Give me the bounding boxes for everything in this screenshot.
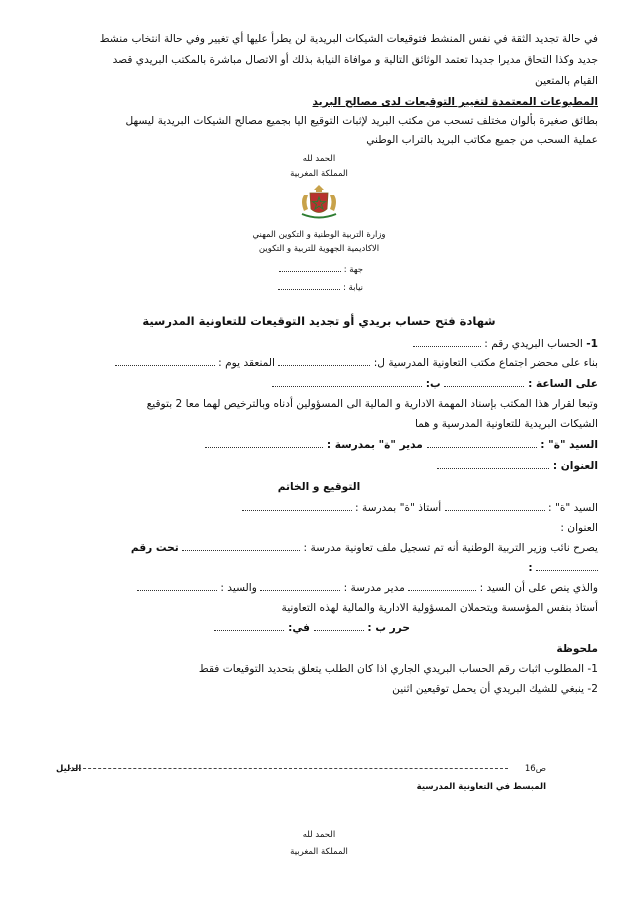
second-person-blank[interactable] <box>137 581 217 591</box>
royal-emblem-icon <box>294 183 344 221</box>
hamdala: الحمد لله <box>302 154 336 164</box>
region-label: جهة : <box>343 265 363 275</box>
page-number: ص16 <box>524 764 546 774</box>
note-number: 1- <box>587 663 598 675</box>
teacher-row <box>242 501 598 515</box>
delegation-field <box>278 280 363 295</box>
intro-line-1: في حالة تجديد الثقة في نفس المنشط فتوقيعات الشيكات البريدية لن يطرأ عليها أي تغيير وفي حالة انتخاب منشط <box>99 33 598 45</box>
cooperative-school-blank[interactable] <box>182 541 300 551</box>
para-line-1: بطائق صغيرة بألوان مختلف تسحب من مكتب البريد لإثبات التوقيع اليا بجميع مصالح الشيكات البريدية ليسهل <box>125 115 598 127</box>
done-at-row <box>214 621 410 635</box>
on-date-label: في: <box>288 622 310 634</box>
hour-label: على الساعة : <box>528 378 598 390</box>
address2-label: العنوان : <box>560 522 598 534</box>
address2-row <box>560 521 598 535</box>
academy-name: الاكاديمية الجهوية للتربية و التكوين <box>258 244 380 254</box>
minutes-label: بناء على محضر اجتماع مكتب التعاونية المدرسية ل: <box>373 357 598 369</box>
account-number-blank[interactable] <box>413 337 481 347</box>
registration-number-blank[interactable] <box>536 561 598 571</box>
stipulates-label: والذي ينص على أن السيد : <box>479 582 598 594</box>
cooperative-name-blank[interactable] <box>278 356 370 366</box>
decision-line-2: الشيكات البريدية للتعاونية المدرسية و هما <box>414 418 598 430</box>
location-blank[interactable] <box>272 377 422 387</box>
footer-divider <box>68 768 508 769</box>
region-field <box>279 262 363 277</box>
signature-stamp-title: التوقيع و الخاتم <box>277 481 361 493</box>
hour-row <box>272 377 598 391</box>
mr-label: السيد "ة" : <box>540 439 598 451</box>
place-blank[interactable] <box>314 621 364 631</box>
kingdom-name: المملكة المغربية <box>290 169 348 179</box>
intro-line-2: جديد وكذا التحاق مديرا جديدا تعتمد الوثائق التالية و موافاة النيابة بذلك أو الاتصال مباشرة بالمكتب البريدي قصد <box>112 54 598 66</box>
director-name-blank[interactable] <box>427 438 537 448</box>
director-school-label: مدير "ة" بمدرسة : <box>326 439 423 451</box>
decision-line-1: وتبعا لقرار هذا المكتب بإسناد المهمة الادارية و المالية الى المسؤولين أدناه وبالترخيص لهما معا 2 بتوقيع <box>146 398 598 410</box>
guide-label: الدليل <box>56 764 82 774</box>
teacher-responsibility-line: أستاذ بنفس المؤسسة ويتحملان المسؤولية الادارية والمالية لهذه التعاونية <box>281 602 598 614</box>
account-label: الحساب البريدي رقم : <box>484 338 583 350</box>
teacher-name-blank[interactable] <box>445 501 545 511</box>
section-title: المطبوعات المعتمدة لتغيير التوقيعات لدى مصالح البريد <box>312 96 598 108</box>
delegation-blank[interactable] <box>278 280 340 290</box>
notes-title: ملحوظة <box>556 643 598 655</box>
held-on-label: المنعقد يوم : <box>218 357 275 369</box>
date-blank[interactable] <box>214 621 284 631</box>
mr2-label: السيد "ة" : <box>548 502 598 514</box>
declaration-row <box>131 541 598 555</box>
and-mr-label: والسيد : <box>220 582 257 594</box>
director-school-blank[interactable] <box>205 438 323 448</box>
teacher-school-label: أستاذ "ة" بمدرسة : <box>355 502 442 514</box>
hour-b-label: ب: <box>425 378 441 390</box>
document-title: شهادة فتح حساب بريدي أو تجديد التوقيعات للتعاونية المدرسية <box>142 314 496 328</box>
school-director-label: مدير مدرسة : <box>343 582 405 594</box>
stipulated-name-blank[interactable] <box>408 581 476 591</box>
meeting-date-blank[interactable] <box>115 356 215 366</box>
region-blank[interactable] <box>279 262 341 272</box>
teacher-school-blank[interactable] <box>242 501 352 511</box>
declaration-label: يصرح نائب وزير التربية الوطنية أنه تم تسجيل ملف تعاونية مدرسة : <box>303 542 598 554</box>
note-text: ينبغي للشيك البريدي أن يحمل توقيعين اثنين <box>392 683 585 695</box>
footer-kingdom: المملكة المغربية <box>290 847 348 857</box>
colon-mark: : <box>528 562 533 574</box>
done-at-label: حرر ب : <box>367 622 410 634</box>
stipulates-row <box>137 581 598 595</box>
school-director-blank[interactable] <box>260 581 340 591</box>
registration-number-row <box>528 561 598 575</box>
footer-hamdala: الحمد لله <box>302 830 336 840</box>
account-number-row <box>413 337 598 351</box>
under-number-label: تحت رقم <box>130 542 179 554</box>
minutes-row <box>115 356 598 370</box>
address-blank[interactable] <box>437 459 549 469</box>
note-item <box>392 682 598 696</box>
delegation-label: نيابة : <box>342 283 363 293</box>
para-line-2: عملية السحب من جميع مكاتب البريد بالتراب الوطني <box>366 134 598 146</box>
ministry-name: وزارة التربية الوطنية و التكوين المهني <box>252 230 386 240</box>
note-item <box>199 662 598 676</box>
note-number: 2- <box>587 683 598 695</box>
director-row <box>205 438 598 452</box>
item-number: 1- <box>586 338 598 350</box>
hour-blank[interactable] <box>444 377 524 387</box>
address-row <box>437 459 598 473</box>
address-label: العنوان : <box>552 460 598 472</box>
intro-line-3: القيام بالمتعين <box>535 75 598 87</box>
footer-subtitle: المبسط في التعاونية المدرسية <box>416 782 546 792</box>
note-text: المطلوب اثبات رقم الحساب البريدي الجاري اذا كان الطلب يتعلق بتحديد التوقيعات فقط <box>198 663 585 675</box>
